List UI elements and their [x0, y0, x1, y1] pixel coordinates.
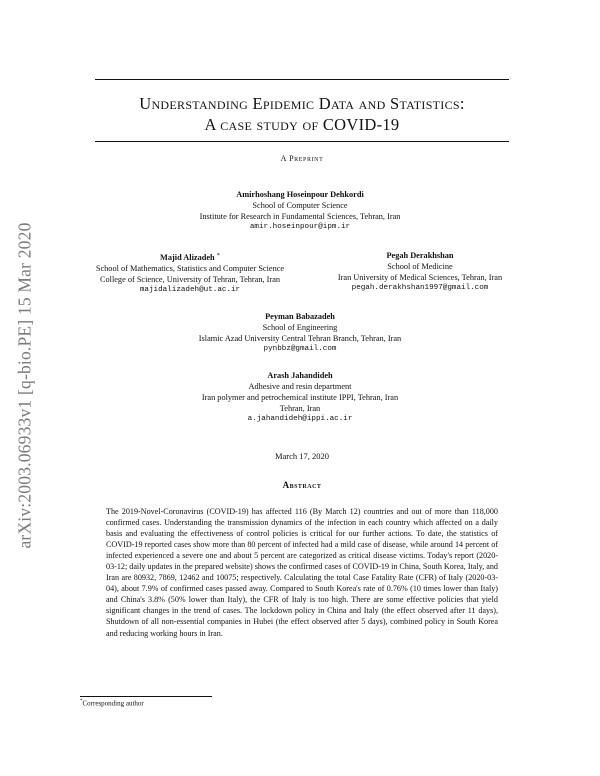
footnote-text: Corresponding author — [82, 699, 144, 708]
author-name: Pegah Derakhshan — [386, 251, 454, 260]
author-affiliation: Adhesive and resin department — [248, 382, 352, 391]
footnote-rule — [80, 696, 212, 697]
author-affiliation: School of Computer Science — [252, 201, 348, 210]
paper-title — [95, 93, 509, 135]
author-block — [60, 250, 320, 296]
abstract-heading: Abstract — [282, 480, 322, 490]
author-block — [300, 250, 540, 294]
paper-date: March 17, 2020 — [274, 451, 330, 461]
author-email: a.jahandideh@ippi.ac.ir — [247, 415, 353, 423]
author-affiliation: College of Science, University of Tehran, Tehran, Iran — [99, 275, 281, 284]
author-block — [150, 311, 450, 355]
author-name: Majid Alizadeh — [160, 253, 215, 262]
author-affiliation: Iran University of Medical Sciences, Tehran, Iran — [337, 273, 503, 282]
author-affiliation: Tehran, Iran — [279, 404, 321, 413]
author-email: pegah.derakhshan1997@gmail.com — [351, 284, 489, 292]
author-affiliation: School of Engineering — [262, 323, 338, 332]
author-name: Arash Jahandideh — [267, 371, 333, 380]
abstract-body: The 2019-Novel-Coronavirus (COVID-19) has affected 116 (By March 12) countries and out of more than 118,000 confirmed cases. Understanding the transmission dynamics of the infection in each country which affected on a daily basis and evaluating the effectiveness of control policies is critical for our further actions. To date, the statistics of COVID-19 reported cases show more than 80 percent of infected had a mild case of disease, while around 14 percent of infected experienced a severe one and about 5 percent are categorized as critical disease victims. Today's report (2020-03-12; daily updates in the prepared website) shows the confirmed cases of COVID-19 in China, South Korea, Italy, and Iran are 80932, 7869, 12462 and 10075; respectively. Calculating the total Case Fatality Rate (CFR) of Italy (2020-03-04), about 7.9% of confirmed cases passed away. Compared to South Korea's rate of 0.76% (10 times lower than Italy) and China's 3.8% (50% lower than Italy), the CFR of Italy is too high. There are some effective policies that yield significant changes in the trend of cases. The lockdown policy in China and Italy (the effect observed after 11 days), Shutdown of all non-essential companies in Hubei (the effect observed after 5 days), combined policy in South Korea and reducing working hours in Iran. — [106, 507, 498, 638]
author-affiliation: Institute for Research in Fundamental Sciences, Tehran, Iran — [199, 212, 401, 221]
author-affiliation: Iran polymer and petrochemical institute IPPI, Tehran, Iran — [201, 393, 399, 402]
title-top-rule — [95, 79, 509, 80]
author-email: majidalizadeh@ut.ac.ir — [139, 286, 241, 294]
paper-title-line-2: A case study of COVID-19 — [204, 115, 400, 134]
author-affiliation: School of Medicine — [387, 262, 453, 271]
footnote — [80, 699, 144, 707]
arxiv-identifier — [12, 190, 38, 580]
author-affiliation: Islamic Azad University Central Tehran Branch, Tehran, Iran — [198, 334, 402, 343]
arxiv-identifier-text: arXiv:2003.06933v1 [q-bio.PE] 15 Mar 2020 — [14, 221, 35, 549]
preprint-label: A Preprint — [280, 154, 324, 163]
author-name: Peyman Babazadeh — [265, 312, 335, 321]
author-block — [150, 370, 450, 425]
footnote-marker: * — [80, 699, 83, 704]
author-name: Amirhoshang Hoseinpour Dehkordi — [236, 190, 364, 199]
author-email: pynbbz@gmail.com — [263, 345, 337, 353]
paper-title-line-1: Understanding Epidemic Data and Statistics: — [139, 94, 465, 113]
author-block — [150, 189, 450, 233]
title-bottom-rule — [95, 141, 509, 142]
corresponding-marker: * — [216, 252, 220, 259]
author-affiliation: School of Mathematics, Statistics and Computer Science — [95, 264, 285, 273]
author-email: amir.hoseinpour@ipm.ir — [249, 223, 351, 231]
